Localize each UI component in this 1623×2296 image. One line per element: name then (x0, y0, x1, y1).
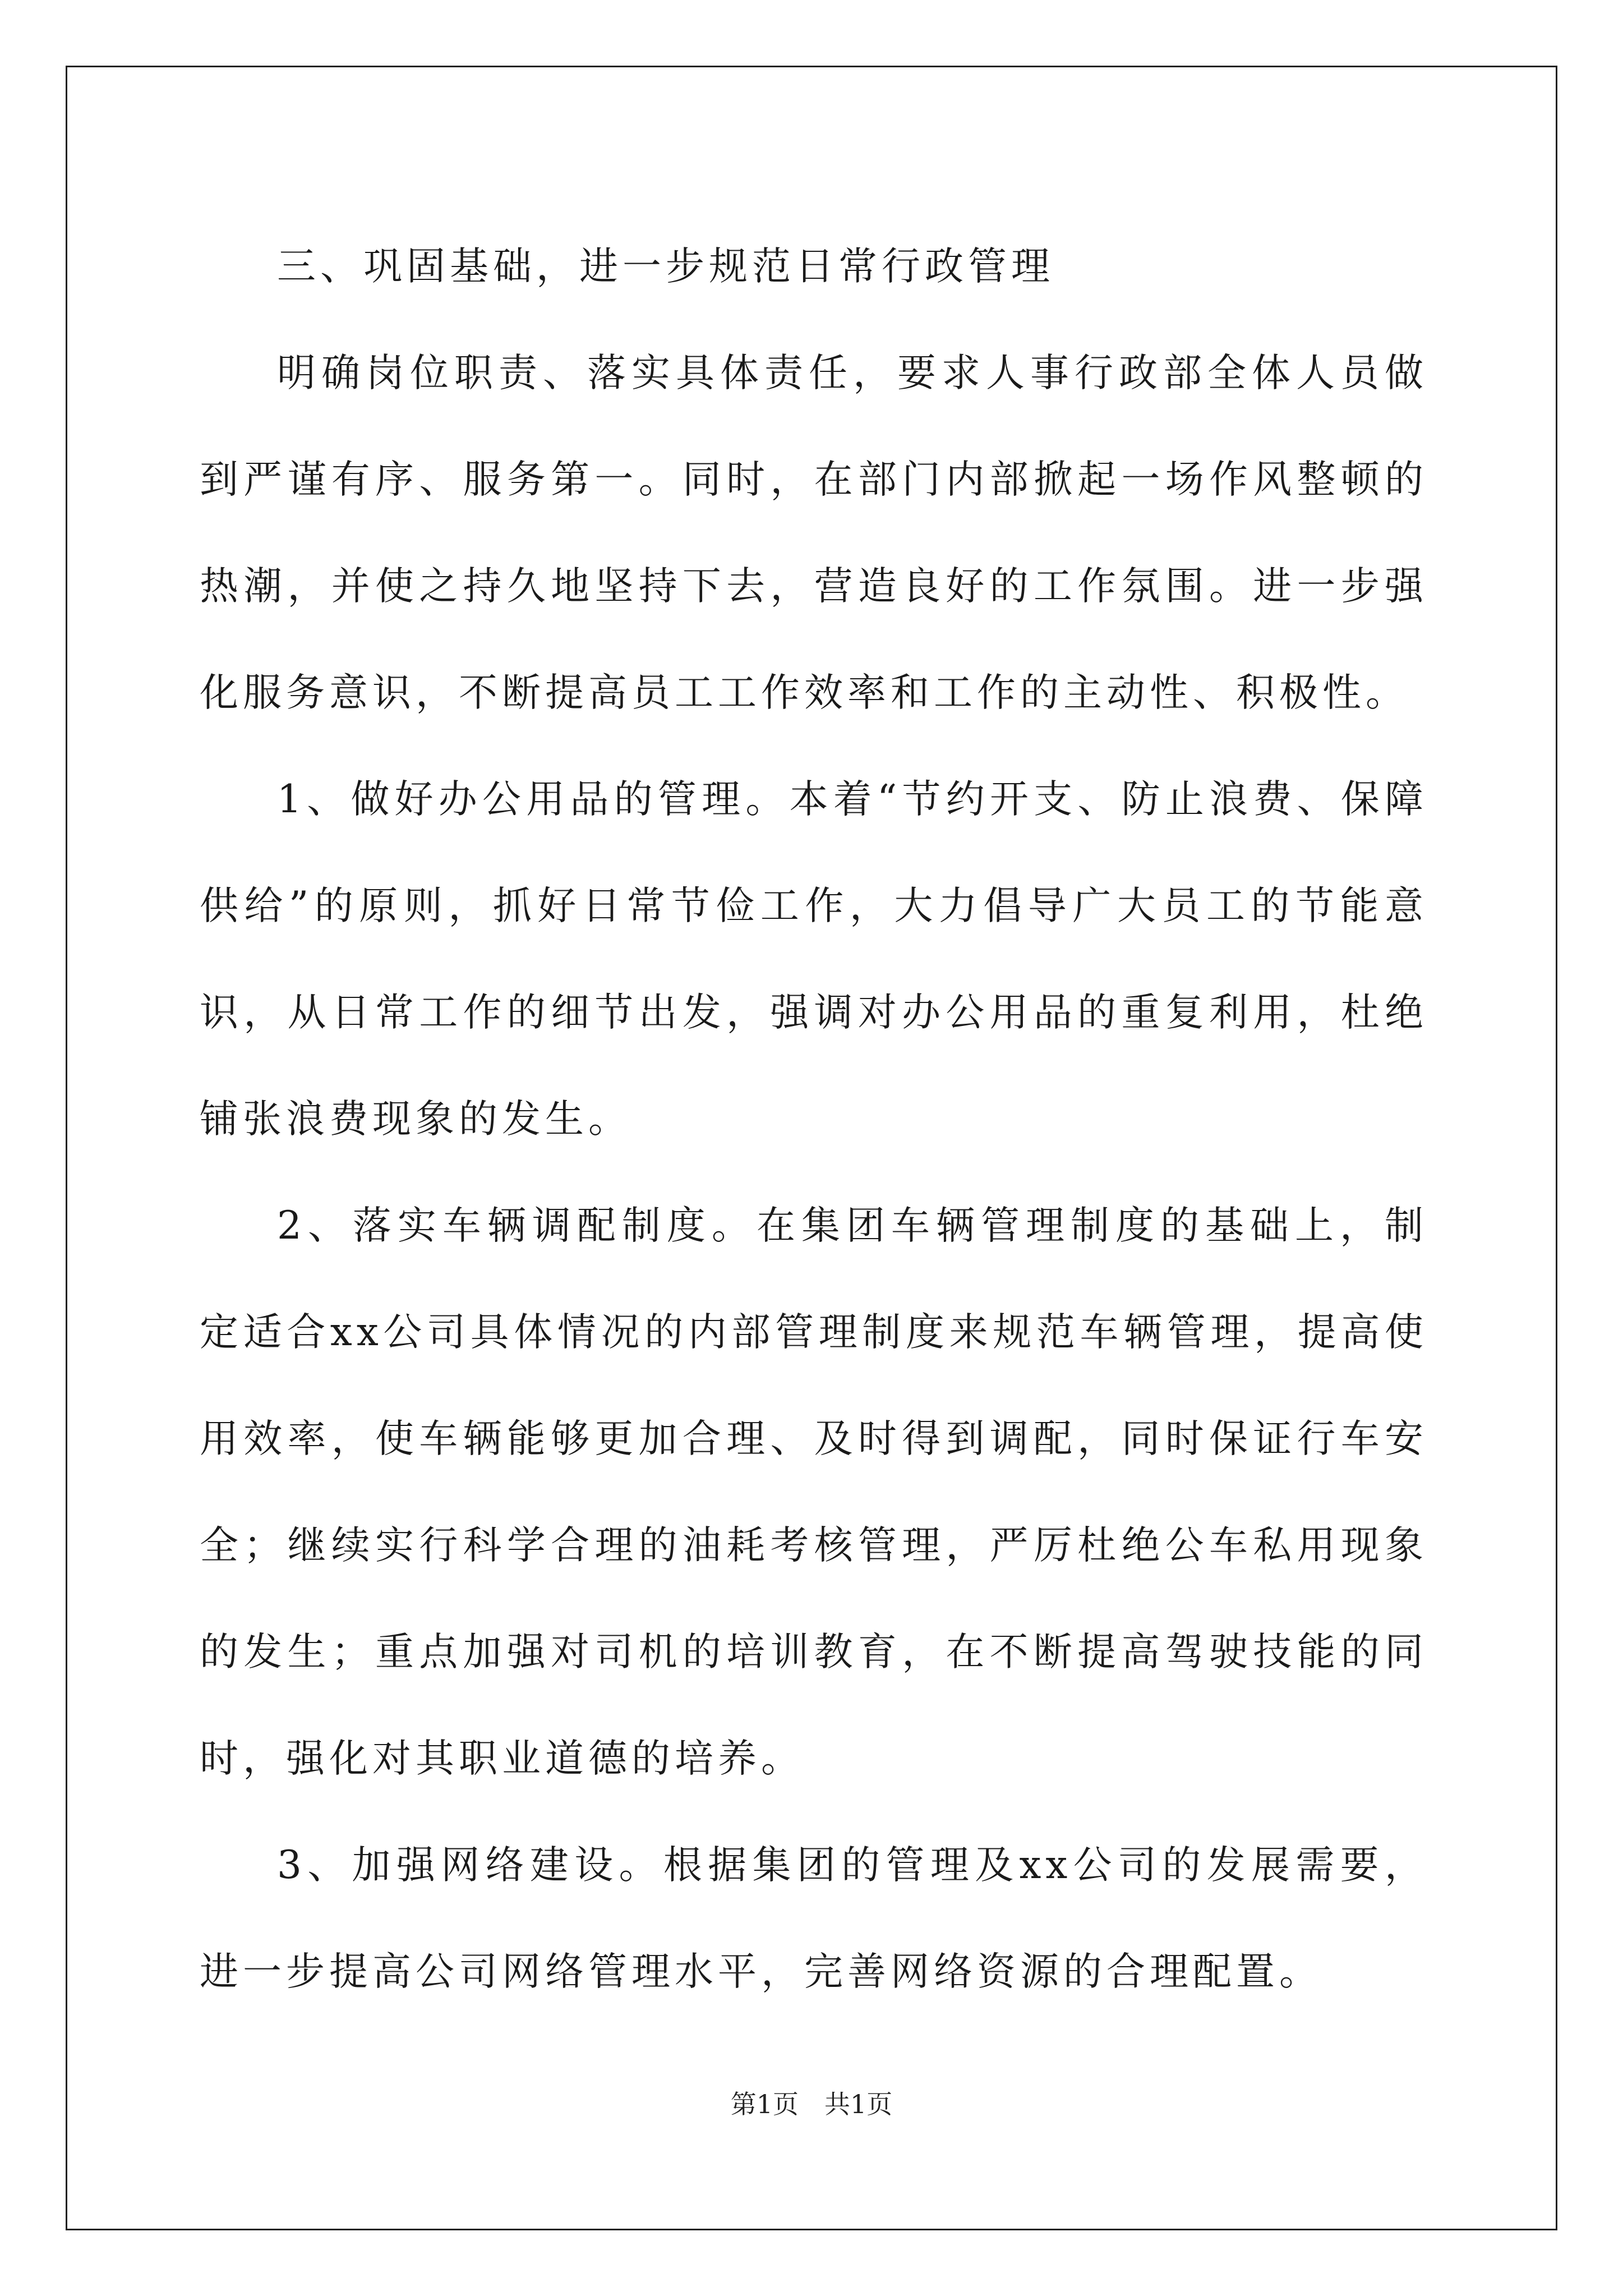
section-heading: 三、巩固基础，进一步规范日常行政管理 (277, 244, 1054, 289)
paragraph-vehicle-dispatch: 2、落实车辆调配制度。在集团车辆管理制度的基础上，制定适合xx公司具体情况的内部管理制度来规范车辆管理，提高使用效率，使车辆能够更加合理、及时得到调配，同时保证行车安全；继续实行科学合理的油耗考核管理，严厉杜绝公车私用现象的发生；重点加强对司机的培训教育，在不断提高驾驶技能的同时，强化对其职业道德的培养。 (200, 1203, 1428, 1781)
paragraph-intro: 明确岗位职责、落实具体责任，要求人事行政部全体人员做到严谨有序、服务第一。同时，在部门内部掀起一场作风整顿的热潮，并使之持久地坚持下去，营造良好的工作氛围。进一步强化服务意识，不断提高员工工作效率和工作的主动性、积极性。 (200, 351, 1428, 715)
document-body (200, 213, 1428, 2025)
paragraph-office-supplies: 1、做好办公用品的管理。本着“节约开支、防止浪费、保障供给”的原则，抓好日常节俭工作，大力倡导广大员工的节能意识，从日常工作的细节出发，强调对办公用品的重复利用，杜绝铺张浪费现象的发生。 (200, 777, 1428, 1142)
paragraph-network: 3、加强网络建设。根据集团的管理及xx公司的发展需要，进一步提高公司网络管理水平，完善网络资源的合理配置。 (200, 1843, 1428, 1994)
page-footer: 第1页 共1页 (730, 2089, 893, 2119)
